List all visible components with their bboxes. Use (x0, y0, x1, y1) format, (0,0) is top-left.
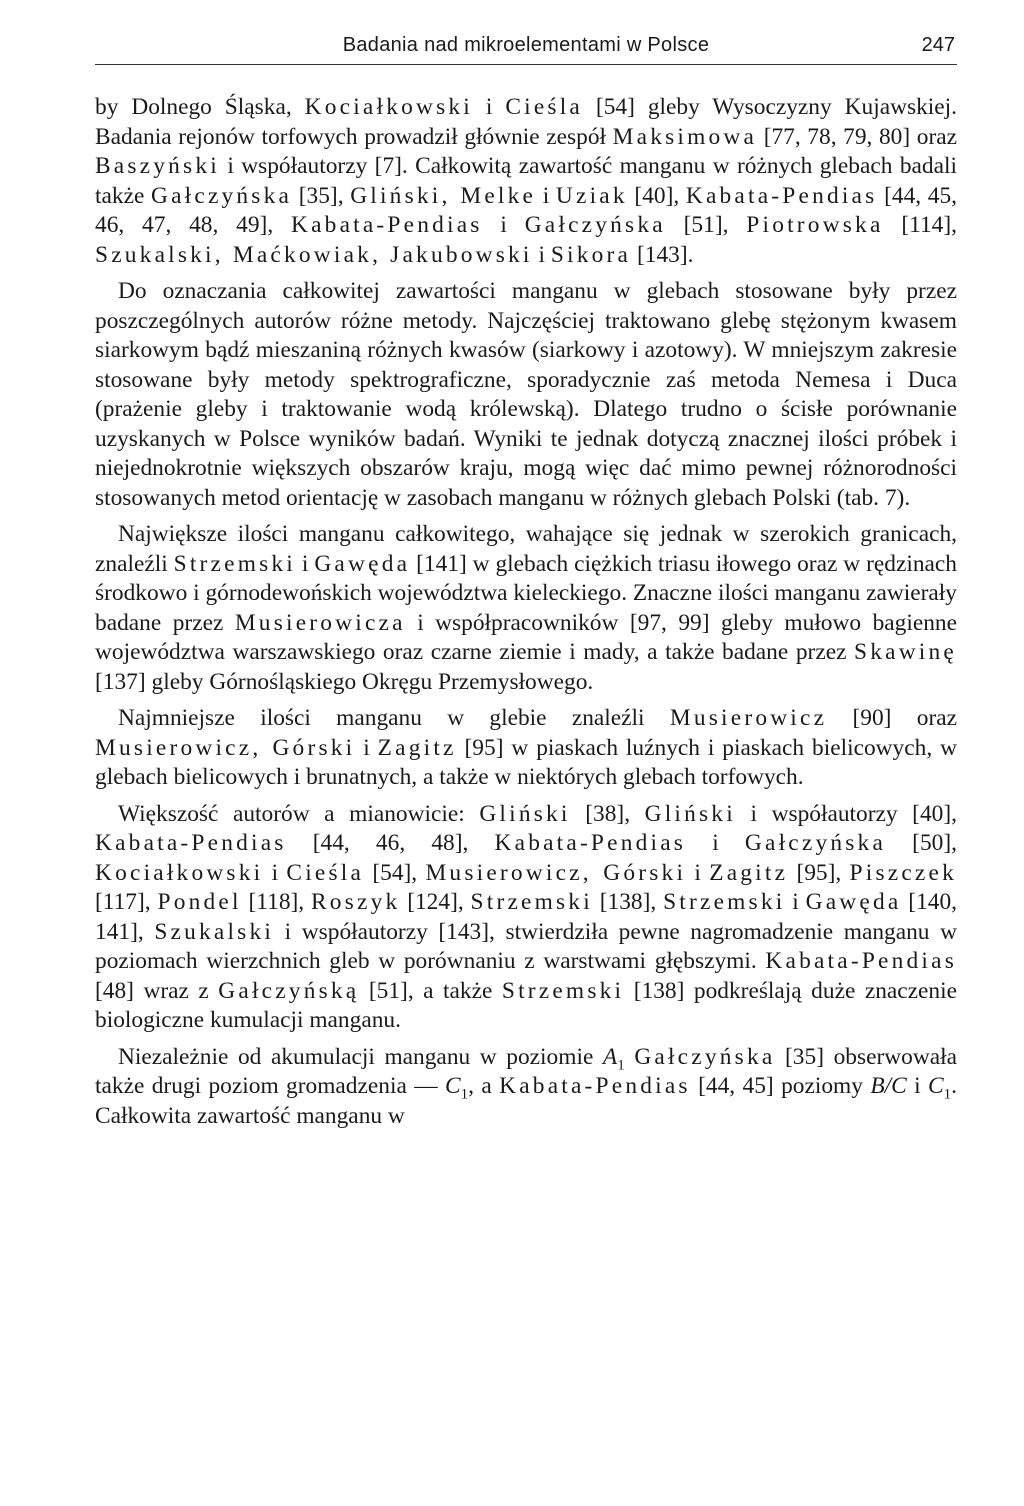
text-run: i (532, 241, 551, 268)
text-run: [38], (570, 800, 645, 827)
author-name: Kabata-Pendias (499, 1073, 691, 1099)
author-name: Zagitz (709, 859, 789, 886)
paragraph (95, 800, 957, 1036)
text-run: [118], (241, 889, 311, 915)
text-run: [40], (627, 182, 686, 209)
text-run: Większość autorów a mianowicie: (118, 800, 480, 827)
text-run: i współpracowników [97, 99] gleby mułowo bagienne województwa warszawskiego oraz czarne ziemie i mady, a także badane przez (95, 609, 957, 665)
text-run: [51], a także (359, 977, 502, 1004)
author-name: Gliński, Melke (350, 182, 537, 209)
author-name: Skawinę (854, 639, 957, 665)
author-name: Szukalski, Maćkowiak, Jakubowski (95, 241, 533, 268)
italic-symbol: C (928, 1073, 944, 1099)
text-run: [77, 78, 79, 80] oraz (757, 123, 958, 150)
author-name: Gałczyńską (218, 977, 360, 1004)
italic-symbol: A (602, 1043, 618, 1070)
author-name: Kabata-Pendias (291, 212, 483, 238)
author-name: Maksimowa (612, 123, 758, 150)
author-name: Sikora (550, 241, 632, 268)
running-header (95, 30, 957, 65)
text-run: [124], (400, 889, 471, 915)
text-run: Do oznaczania całkowitej zawartości manganu w glebach stosowane były przez poszczególnych autorów różne metody. Najczęściej traktowano glebę stężonym kwasem siarkowym bądź mieszaniną różnych kwasów (siarkowy i azotowy). W mniejszym zakresie stosowane były metody spektrograficzne, sporadycznie zaś metoda Nemesa i Duca (prażenie gleby i traktowanie wodą królewską). Dlatego trudno o ścisłe porównanie uzyskanych w Polsce wyników badań. Wyniki te jednak dotyczą znacznej ilości próbek i niejednokrotnie większych obszarów kraju, mogą więc dać mimo pewnej różnorodności stosowanych metod orientację w zasobach manganu w różnych glebach Polski (tab. 7). (95, 278, 957, 511)
author-name: Gawęda (805, 889, 902, 915)
text-run: [35], (292, 182, 351, 209)
text-run: [141] w glebach ciężkich triasu iłowego oraz w rędzinach środkowo i górnodewońskich województwa kieleckiego. Znaczne ilości manganu zawierały badane przez (95, 550, 957, 636)
author-name: Uziak (555, 182, 628, 209)
text-run: [140, 141], (95, 889, 958, 945)
italic-symbol: C (445, 1073, 461, 1099)
author-name: Kabata-Pendias (765, 948, 957, 974)
text-run: [95], (788, 859, 850, 886)
author-name: Musierowicz, Górski (95, 734, 356, 761)
author-name: Gałczyńska (524, 212, 666, 238)
text-run: i (296, 550, 315, 577)
text-run: [138], (592, 889, 664, 915)
text-run: [50], (886, 830, 958, 856)
text-run: [138] podkreślają duże znaczenie biologiczne kumulacji manganu. (95, 977, 957, 1033)
author-name: Musierowicz, Górski (425, 859, 687, 886)
text-run: i (536, 182, 556, 209)
text-run: [48] wraz z (95, 977, 219, 1004)
author-name: Roszyk (310, 889, 401, 915)
text-run: by Dolnego Śląska, (95, 94, 305, 120)
author-name: Kociałkowski (95, 859, 264, 886)
page-number: 247 (921, 34, 955, 56)
subscript: 1 (460, 1086, 469, 1103)
author-name: Gliński (479, 800, 571, 827)
text-run (625, 1044, 635, 1070)
running-title: Badania nad mikroelementami w Polsce (342, 34, 710, 56)
text-run: Największe ilości manganu całkowitego, wahające się jednak w szerokich granicach, znaleźli (95, 521, 957, 577)
text-run: , a (468, 1073, 500, 1099)
text-run: Najmniejsze ilości manganu w glebie znaleźli (118, 705, 670, 731)
text-run: Niezależnie od akumulacji manganu w poziomie (118, 1043, 603, 1070)
paragraph (95, 93, 957, 270)
text-run: i (785, 889, 806, 915)
author-name: Gałczyńska (744, 830, 887, 856)
author-name: Kociałkowski (304, 94, 473, 120)
paragraph (95, 704, 957, 793)
text-run: [90] oraz (827, 705, 957, 731)
text-run: i współautorzy [40], (735, 800, 957, 827)
text-run: i (355, 734, 378, 761)
text-run: [44, 45] poziomy (690, 1073, 871, 1099)
author-name: Musierowicza (234, 609, 406, 636)
author-name: Piotrowska (746, 212, 884, 238)
paragraph (95, 520, 957, 697)
subscript: 1 (943, 1086, 952, 1103)
text-run: [95] w piaskach luźnych i piaskach bielicowych, w glebach bielicowych i brunatnych, a także w niektórych glebach torfowych. (95, 734, 957, 790)
text-run: i (482, 212, 525, 238)
text-run: . Całkowita zawartość manganu w (95, 1073, 957, 1129)
author-name: Strzemski (470, 889, 593, 915)
author-name: Musierowicz (669, 705, 828, 731)
text-run: [54] gleby Wysoczyzny Kujawskiej. Badania rejonów torfowych prowadził głównie zespół (95, 94, 957, 150)
paragraph (95, 277, 957, 513)
author-name: Cieśla (286, 859, 365, 886)
author-name: Strzemski (663, 889, 786, 915)
body-text (95, 93, 957, 1138)
text-run: [44, 45, 46, 47, 48, 49], (95, 182, 957, 238)
text-run: [51], (665, 212, 747, 238)
author-name: Piszczek (849, 859, 957, 886)
text-run: [143]. (631, 241, 694, 268)
subscript: 1 (617, 1057, 625, 1074)
author-name: Strzemski (501, 977, 625, 1004)
author-name: Kabata-Pendias (494, 830, 687, 856)
author-name: Zagitz (377, 734, 457, 761)
text-run: i (686, 859, 710, 886)
author-name: Szukalski (154, 918, 275, 945)
author-name: Gałczyńska (150, 182, 293, 209)
text-run: [137] gleby Górnośląskiego Okręgu Przemysłowego. (95, 668, 594, 695)
author-name: Gałczyńska (634, 1043, 776, 1070)
text-run: [114], (883, 212, 958, 238)
author-name: Kabata-Pendias (95, 830, 287, 856)
author-name: Kabata-Pendias (685, 182, 878, 209)
italic-symbol: B/C (870, 1073, 907, 1099)
text-run: [35] obserwowała także drugi poziom gromadzenia — (95, 1043, 957, 1099)
text-run: [117], (95, 889, 158, 915)
text-run: i (263, 859, 287, 886)
author-name: Strzemski (173, 550, 296, 577)
text-run: i współautorzy [143], stwierdziła pewne nagromadzenie manganu w poziomach wierzchnich gleb w porównaniu z warstwami głębszymi. (95, 918, 957, 974)
author-name: Cieśla (505, 94, 583, 120)
author-name: Gliński (644, 800, 736, 827)
author-name: Gawęda (314, 550, 411, 577)
author-name: Baszyński (95, 153, 220, 179)
paragraph (95, 1043, 957, 1132)
author-name: Pondel (157, 889, 242, 915)
text-run: i (906, 1073, 929, 1099)
text-run: [54], (364, 859, 426, 886)
text-run: i (686, 830, 745, 856)
text-run: i (472, 94, 506, 120)
text-run: i współautorzy [7]. Całkowitą zawartość manganu w różnych glebach badali także (95, 153, 957, 209)
text-run: [44, 46, 48], (286, 830, 495, 856)
